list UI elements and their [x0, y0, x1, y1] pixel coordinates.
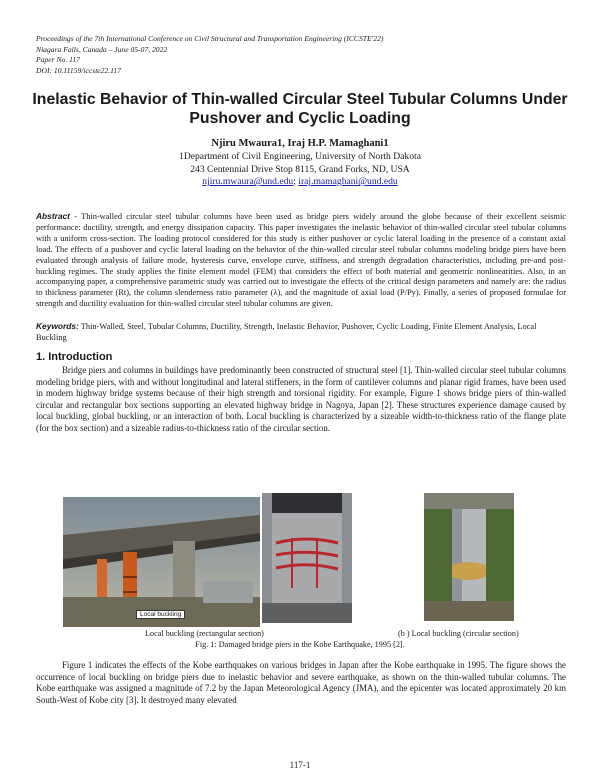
abstract-text: - Thin-walled circular steel tubular columns have been used as bridge piers widely around the globe because of their excellent seismic performance: ductility, strength, and energy dissipation capacity. This paper investigates the inelastic behavior of thin-walled circular steel tubular columns with a uniform cross-section. The loading protocol considered for this study is either pushover or cyclic lateral loading in the presence of a constant axial load. The effects of a pushover and cyclic lateral loading on the behavior of the thin-walled circular steel tubular columns modeling bridge piers have been evaluated through analysis of failure mode, hysteresis curve, envelope curve, stiffness, and strength degradation characteristics, including pre-and post-buckling regimes. The study applies the finite element model (FEM) that considers the effect of both material and geometric nonlinearities. Also, in an accompanying paper, a comprehensive parametric study was carried out to investigate the effects of the critical design parameters and namely are: the radius to thickness parameter (Rt), the column slenderness ratio parameter (λ), and the magnitude of axial load (P/Py). Finally, a series of proposed formulae for strength and ductility evaluation for thin-walled circular steel tubular columns are given. [36, 212, 566, 309]
title-line-1: Inelastic Behavior of Thin-walled Circular Steel Tubular Columns Under [32, 91, 568, 108]
email-link-1[interactable]: njiru.mwaura@und.edu [202, 176, 294, 188]
keywords [36, 321, 566, 344]
header-line-3: Paper No. 117 [36, 55, 80, 65]
affiliation-address: 243 Centennial Drive Stop 8115, Grand Forks, ND, USA [190, 163, 410, 175]
affiliation [20, 151, 580, 189]
abstract [36, 211, 566, 310]
title-line-2: Pushover and Cyclic Loading [189, 110, 411, 127]
photo-circular-pier [424, 493, 514, 621]
header-line-2: Niagara Falls, Canada – June 05-07, 2022 [36, 44, 168, 54]
caption-a: Local buckling (rectangular section) [145, 629, 264, 638]
keywords-text: Thin-Walled, Steel, Tubular Columns, Ductility, Strength, Inelastic Behavior, Pushover, Cyclic Loading, Finite Element Analysis, Local Buckling [36, 322, 537, 342]
paper-title [20, 90, 580, 128]
figure-caption: Fig. 1: Damaged bridge piers in the Kobe Earthquake, 1995 [2]. [195, 640, 405, 649]
proceedings-header [36, 34, 566, 76]
photo-rectangular-pier-closeup [262, 493, 352, 623]
page-number: 117-1 [289, 760, 311, 770]
abstract-label: Abstract [36, 211, 70, 221]
photo-label-local-buckling: Local buckling [136, 610, 185, 619]
authors: Njiru Mwaura1, Iraj H.P. Mamaghani1 [211, 138, 389, 149]
caption-b: (b ) Local buckling (circular section) [398, 629, 519, 638]
intro-paragraph-2: Figure 1 indicates the effects of the Kobe earthquakes on various bridges in Japan after the Kobe earthquake in 1995. The figure shows the occurrence of local buckling on bridge piers due to inelastic behavior and severe earthquake, as shown on the thin-walled tubular columns. The Kobe earthquake was assigned a magnitude of 7.2 by the Japan Meteorological Agency (JMA), and the epicenter was located approximately 20 km South-West of Kobe city [3]. It destroyed many elevated [36, 660, 566, 705]
affiliation-dept: 1Department of Civil Engineering, University of North Dakota [179, 151, 421, 162]
section-heading-introduction: 1. Introduction [36, 351, 113, 363]
photo-rectangular-pier-bridge [63, 497, 260, 627]
intro-paragraph-1: Bridge piers and columns in buildings have predominantly been constructed of structural steel [1]. Thin-walled circular steel tubular columns modeling bridge piers, with and without longitudinal and lateral stiffeners, in the form of cantilever columns and planar rigid frames, have been used in modern highway bridge systems because of their high strength and torsional rigidity. For example, Figure 1 shows bridge piers of thin-walled circular and rectangular box sections supporting an elevated highway bridge in Nagoya, Japan [2]. These structures experience damage caused by local buckling, global buckling, or an interaction of both. Local buckling is characterized by a sizeable width-to-thickness ratio of the flange plate (for the box section) and a sizeable radius-to-thickness ratio of the circular section. [36, 365, 566, 433]
keywords-label: Keywords: [36, 321, 79, 331]
email-link-2[interactable]: iraj.mamaghani@und.edu [298, 176, 398, 188]
affiliation-emails [20, 176, 580, 189]
header-line-4: DOI: 10.11159/iccste22.117 [36, 65, 121, 75]
header-line-1: Proceedings of the 7th International Conference on Civil Structural and Transportation Engineering (ICCSTE'22) [36, 34, 384, 43]
email-separator: ; [293, 176, 296, 188]
